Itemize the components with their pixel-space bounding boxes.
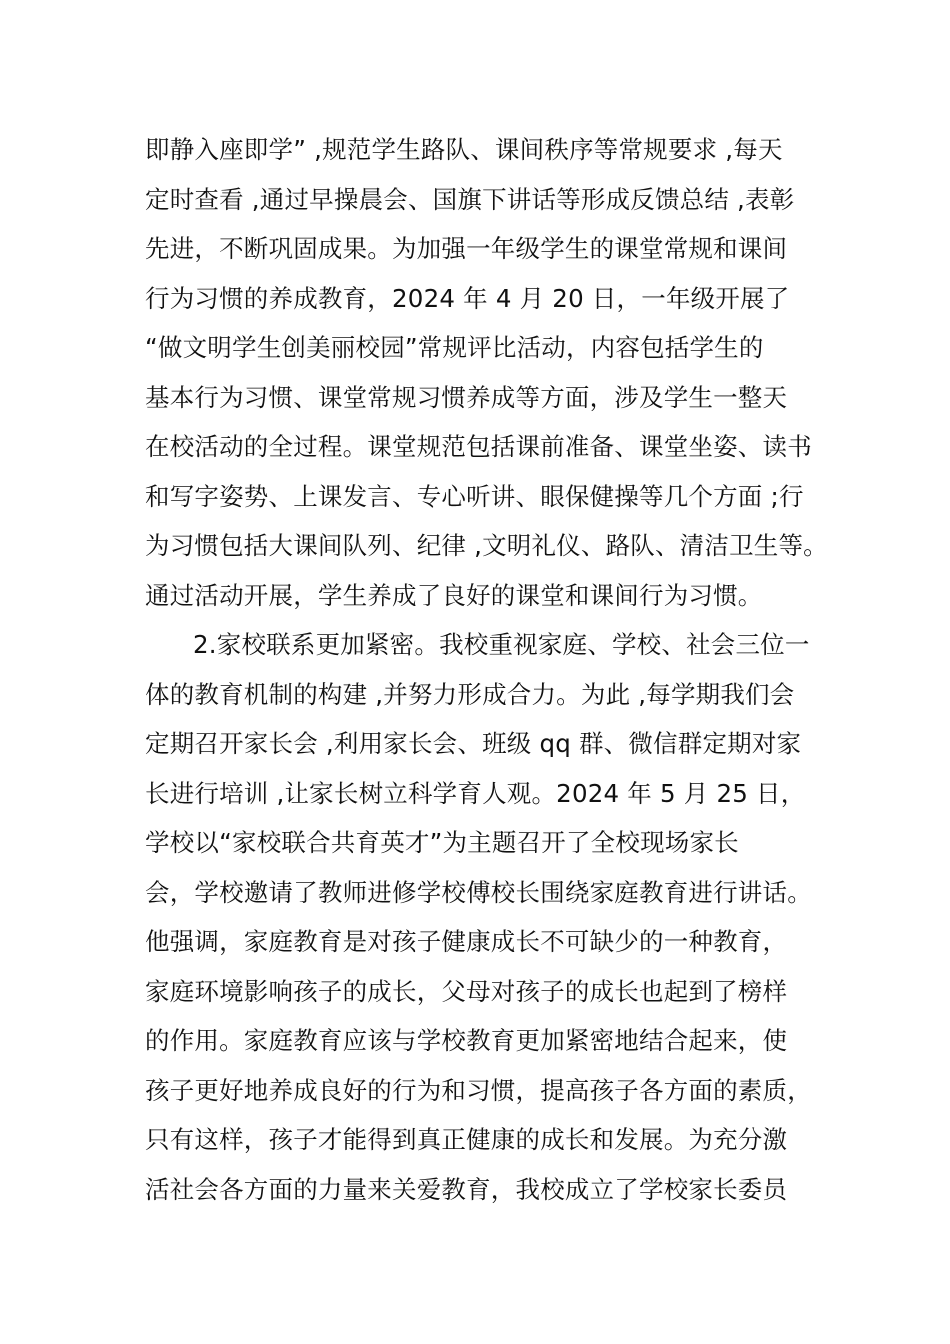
text-line: 会，学校邀请了教师进修学校傅校长围绕家庭教育进行讲话。 bbox=[145, 878, 812, 907]
text-line: 和写字姿势、上课发言、专心听讲、眼保健操等几个方面 ;行 bbox=[145, 482, 804, 511]
paragraph-start-line: 2.家校联系更加紧密。我校重视家庭、学校、社会三位一 bbox=[193, 630, 810, 659]
text-line: 基本行为习惯、课堂常规习惯养成等方面，涉及学生一整天 bbox=[145, 383, 788, 412]
text-line: 即静入座即学” ,规范学生路队、课间秩序等常规要求 ,每天 bbox=[145, 135, 783, 164]
text-line: 行为习惯的养成教育，2024 年 4 月 20 日，一年级开展了 bbox=[145, 284, 790, 313]
text-line: 体的教育机制的构建 ,并努力形成合力。为此 ,每学期我们会 bbox=[145, 680, 795, 709]
text-line: 他强调，家庭教育是对孩子健康成长不可缺少的一种教育， bbox=[145, 927, 788, 956]
text-line: 的作用。家庭教育应该与学校教育更加紧密地结合起来，使 bbox=[145, 1026, 788, 1055]
text-line: “做文明学生创美丽校园”常规评比活动，内容包括学生的 bbox=[145, 333, 764, 362]
text-line: 定时查看 ,通过早操晨会、国旗下讲话等形成反馈总结 ,表彰 bbox=[145, 185, 795, 214]
text-line: 长进行培训 ,让家长树立科学育人观。2024 年 5 月 25 日， bbox=[145, 779, 806, 808]
text-line: 活社会各方面的力量来关爱教育，我校成立了学校家长委员 bbox=[145, 1175, 788, 1204]
text-line: 家庭环境影响孩子的成长，父母对孩子的成长也起到了榜样 bbox=[145, 977, 788, 1006]
text-line: 在校活动的全过程。课堂规范包括课前准备、课堂坐姿、读书 bbox=[145, 432, 812, 461]
text-line: 定期召开家长会 ,利用家长会、班级 qq 群、微信群定期对家 bbox=[145, 729, 802, 758]
text-line: 孩子更好地养成良好的行为和习惯，提高孩子各方面的素质， bbox=[145, 1076, 812, 1105]
text-line: 为习惯包括大课间队列、纪律 ,文明礼仪、路队、清洁卫生等。 bbox=[145, 531, 828, 560]
text-line: 只有这样，孩子才能得到真正健康的成长和发展。为充分激 bbox=[145, 1125, 788, 1154]
text-line: 通过活动开展，学生养成了良好的课堂和课间行为习惯。 bbox=[145, 581, 763, 610]
text-line: 先进，不断巩固成果。为加强一年级学生的课堂常规和课间 bbox=[145, 234, 788, 263]
text-line: 学校以“家校联合共育英才”为主题召开了全校现场家长 bbox=[145, 828, 739, 857]
